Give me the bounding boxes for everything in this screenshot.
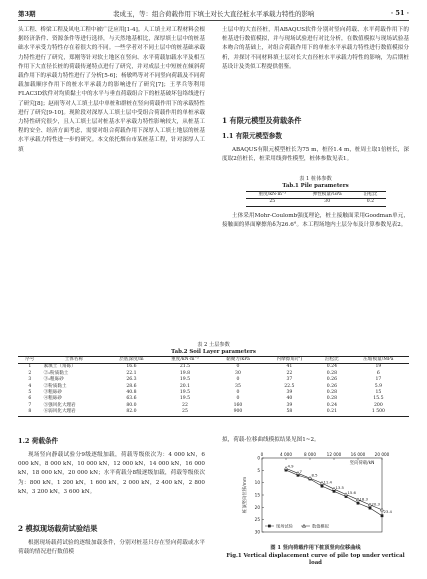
running-title: 裴成玉，等：组合荷载作用下填土对长大直径桩水平承载力特性的影响: [113, 10, 315, 18]
x-tick-label: 8 000: [304, 452, 316, 457]
table-cell: 0.28: [326, 396, 337, 402]
table-cell: 63.6: [126, 396, 137, 402]
table-cell: 37: [286, 377, 293, 383]
table-cell: ⑤强风化大理岩: [43, 402, 76, 408]
data-point: [321, 485, 324, 488]
table-2-header: 重度/kN·m⁻³: [157, 357, 213, 364]
x-tick-label: 0: [260, 452, 264, 457]
table-cell: 22.1: [126, 370, 137, 376]
table-cell: ②粉质黏土: [43, 383, 67, 389]
figure-1-caption-en: Fig.1 Vertical displacement curve of pile top under vertical load: [226, 553, 405, 566]
table-2-header: 土体名称: [42, 357, 107, 364]
table-cell: 15: [375, 390, 382, 396]
table-cell: 5.9: [374, 383, 383, 389]
table-cell: 21.5: [179, 364, 191, 370]
table-cell: 160: [233, 402, 243, 408]
table-cell: ⑥弱风化大理岩: [42, 409, 107, 416]
table-cell: 0: [236, 364, 240, 370]
y-tick-label: 15: [254, 492, 260, 498]
section-1-2-heading: 1.2 荷载条件: [18, 437, 59, 445]
table-cell: ②₁粉质黏土: [43, 370, 69, 376]
table-cell: ③粗砾砂: [43, 390, 62, 396]
x-axis-label: 竖向荷载/kN: [349, 461, 375, 466]
table-cell: 19.5: [179, 396, 191, 402]
table-cell: 58: [263, 409, 316, 416]
data-label: 20.3: [371, 501, 380, 507]
data-label: 4.9: [287, 463, 294, 469]
table-2-header: 压缩模量/MPa: [348, 357, 409, 364]
table-cell: 2: [28, 370, 32, 376]
section-1-heading: 1 有限元模型及荷载条件: [222, 116, 302, 125]
page-number: · 51 ·: [390, 9, 409, 17]
table-cell: 0: [236, 390, 240, 396]
table-1-caption-cn: 表 1 桩体参数: [299, 176, 332, 182]
x-tick-label: 16 000: [350, 452, 366, 457]
table-cell: 40.8: [126, 390, 137, 396]
right-bottom-text: 拟，荷载-位移曲线模拟结果见图1~2。: [222, 437, 320, 443]
table-cell: 3: [28, 377, 32, 383]
table-2-header: 序号: [18, 357, 42, 364]
data-point: [369, 507, 372, 510]
data-label: 18.3: [359, 496, 368, 502]
y-tick-label: 25: [254, 517, 260, 523]
data-label: 23.4: [383, 509, 392, 515]
y-tick-label: 5: [257, 467, 260, 473]
table-cell: 39: [286, 390, 293, 396]
series-line-field-test: [286, 470, 382, 516]
table-cell: 19.5: [179, 390, 191, 396]
table-cell: ③₁粗砾砂: [43, 377, 64, 383]
table-cell: 41: [286, 364, 293, 370]
data-point: [381, 514, 384, 517]
table-cell: 15.5: [373, 396, 384, 402]
table-cell: 35: [235, 383, 241, 389]
table-cell: 900: [213, 409, 263, 416]
table-cell: 19: [375, 364, 382, 370]
table-cell: 80.0: [126, 402, 137, 408]
table-1: [222, 176, 409, 207]
table-row: [18, 409, 409, 416]
table-cell: 19.8: [179, 370, 191, 376]
table-cell: 0.28: [326, 390, 337, 396]
issue-number: 第3期: [18, 10, 36, 18]
table-cell: 82.0: [106, 409, 157, 416]
section-1-1-paragraph: ABAQUS有限元模型桩长为75 m，桩径1.4 m，桩周土取1倍桩长，深度取2倍桩长，桩采用线弹性模型，桩体参数见表1。: [222, 147, 409, 163]
legend-label: 数值模拟: [312, 523, 329, 529]
y-tick-label: 30: [254, 529, 260, 535]
table-2: [18, 342, 409, 417]
table-1-cell: 30: [299, 199, 355, 206]
table-cell: 20.1: [179, 383, 191, 389]
plot-frame: [262, 458, 382, 532]
data-label: 7: [299, 468, 302, 474]
table-1-caption-en: Tab.1 Pile parameters: [282, 183, 349, 189]
table-2-caption-en: Tab.2 Soil Layer parameters: [171, 349, 256, 355]
data-label: 15.6: [347, 489, 356, 495]
table-cell: 19.5: [179, 377, 191, 383]
table-cell: 0.28: [326, 370, 337, 376]
y-tick-label: 10: [254, 480, 260, 486]
right-column-top-text: 土层中的大直径桩，用ABAQUS软件分别对竖向荷载、水平荷载作用下的桩基进行数值模拟，并与现场试验进行对比分析，在数值模拟与现场试验基本吻合的基础上，对组合荷载作用下的单桩水平承载力特性进行数值模拟分析，并探讨不同材料填土层对长大直径桩水平承载力特性的影响，为后期桩基设计及类似工程提供借鉴。: [222, 27, 409, 70]
table-cell: 28.6: [126, 383, 137, 389]
x-tick-label: 12 000: [326, 452, 342, 457]
table-1-cell: 25: [246, 199, 300, 206]
y-tick-label: 0: [257, 455, 260, 461]
figure-1: [222, 448, 409, 544]
table-cell: 22.5: [284, 383, 295, 389]
left-column-top-text: 头工程、桥梁工程及风电工程中被广泛应用[1-4]。人工填土对工程材料会根据经济条件、资源条件等进行选择，与天然地基相比，深厚填土层中的桩基础水平承受力特性存在着很大的不同。一些学者对不同土层中的桩基础承载力特性进行了研究，郑刚等针对软土地区在竖向、水平荷载加载水平及相互作用下大直径长桩的荷载传递特点进行了研究，并对成层土中短桩在倾斜荷载作用下的承载力特性进行了分析[5-6]；杨敏鸣等对不同竖向荷载及不同荷载加载顺序作用下的桩水平承载力的影响进行了研究[7]；王孝兵等利用FLAC3D软件对均质黏土中的水平与垂直荷载组合下的桩基破坏包络线进行了研究[8]；赵雨等对人工填土层中单桩和群桩在竖向荷载作用下的承载特性进行了研究[9-10]。现阶段对深厚人工填土层中受组合荷载作用的单桩承载力特性研究很少，且人工填土层对桩基水平承载力特性影响较大，从桩基工程的安全、经济方面考虑，需要对组合荷载作用下深厚人工填土地层的桩基水平承载力特性进一步的研究。本文依托烟台市某桩基工程，针对深厚人工填: [18, 27, 205, 153]
table-2-caption-cn: 表 2 土层参数: [197, 342, 230, 348]
table-cell: 200: [374, 402, 383, 408]
data-label: 13.5: [335, 484, 344, 490]
table-cell: 17: [375, 377, 382, 383]
table-cell: 16.6: [126, 364, 137, 370]
y-axis-label: 桩顶竖向位移/mm: [243, 476, 248, 514]
table-cell: 4: [28, 383, 32, 389]
table-cell: 8: [18, 409, 42, 416]
table-2-header: 内摩擦角/(°): [263, 357, 316, 364]
table-cell: 22: [182, 402, 188, 408]
table-2-header: 层底深度/m: [106, 357, 157, 364]
table-cell: 22: [286, 370, 293, 376]
soil-layer-table: [18, 356, 409, 417]
figure-1-chart: [222, 448, 409, 544]
x-tick-label: 20 000: [374, 452, 390, 457]
page-header: [18, 6, 409, 21]
table-cell: 26.3: [126, 377, 137, 383]
legend-label: 现场试验: [276, 523, 293, 529]
y-tick-label: 20: [254, 504, 260, 510]
table-1-cell: 0.2: [355, 199, 385, 206]
table-cell: 0.24: [326, 364, 337, 370]
table-cell: 1: [28, 364, 32, 370]
table-cell: 6: [28, 396, 32, 402]
soil-paragraph: 土体采用Mohr-Coulomb强度理论，桩土接触面采用Goodman单元，接触面的界面摩擦角δ为26.6°。本工程场地内土层分布及计算参数见表2。: [222, 213, 409, 229]
table-2-header: 黏聚力/kPa: [213, 357, 263, 364]
table-cell: 39: [286, 402, 293, 408]
table-cell: 6: [376, 370, 380, 376]
table-cell: 0: [236, 396, 240, 402]
table-cell: 0.26: [326, 377, 337, 383]
table-cell: 25: [157, 409, 213, 416]
data-label: 8.5: [311, 472, 318, 478]
table-cell: 0.26: [326, 383, 337, 389]
table-cell: 1 500: [348, 409, 409, 416]
table-2-header: 泊松比: [316, 357, 348, 364]
table-cell: ④粗砾砂: [43, 396, 62, 402]
figure-1-caption-cn: 图 1 竖向荷载作用下桩顶竖向位移曲线: [270, 545, 361, 551]
table-cell: 30: [235, 370, 241, 376]
section-2-heading: 2 模拟现场载荷试验结果: [18, 524, 98, 533]
table-cell: 0.21: [316, 409, 348, 416]
section-1-1-heading: 1.1 有限元模型参数: [222, 132, 282, 140]
table-1-header: 弹性模量/GPa: [299, 192, 355, 199]
table-1-header: 泊松比: [355, 192, 385, 199]
table-cell: 0.24: [326, 402, 337, 408]
table-cell: 7: [28, 402, 32, 408]
data-label: 11.4: [323, 479, 332, 485]
table-1-header: 重度/kN·m⁻³: [246, 192, 300, 199]
x-tick-label: 4 000: [280, 452, 292, 457]
section-1-2-paragraph: 现场竖向静载试验分9级逐级加载，荷载等级依次为：4 000 kN，6 000 kN，8 000 kN，10 000 kN，12 000 kN，14 000 kN，16 000 kN，18 000 kN，20 000 kN；水平荷载分8级逐级加载，荷载等级依次为：800 kN，1 200 kN，1 600 kN，2 000 kN，2 400 kN，2 800 kN，3 200 kN，3 600 kN。: [18, 452, 205, 495]
table-cell: 0: [236, 377, 240, 383]
section-2-paragraph: 根据现场载荷试验的逐级加载条件，分别对桩基只存在竖向荷载或水平荷载的情况进行数值模: [18, 540, 205, 556]
table-cell: 5: [28, 390, 32, 396]
data-point: [357, 502, 360, 505]
table-cell: 素填土（角砾）: [43, 364, 76, 370]
table-cell: 40: [286, 396, 293, 402]
table-row: [18, 364, 409, 371]
